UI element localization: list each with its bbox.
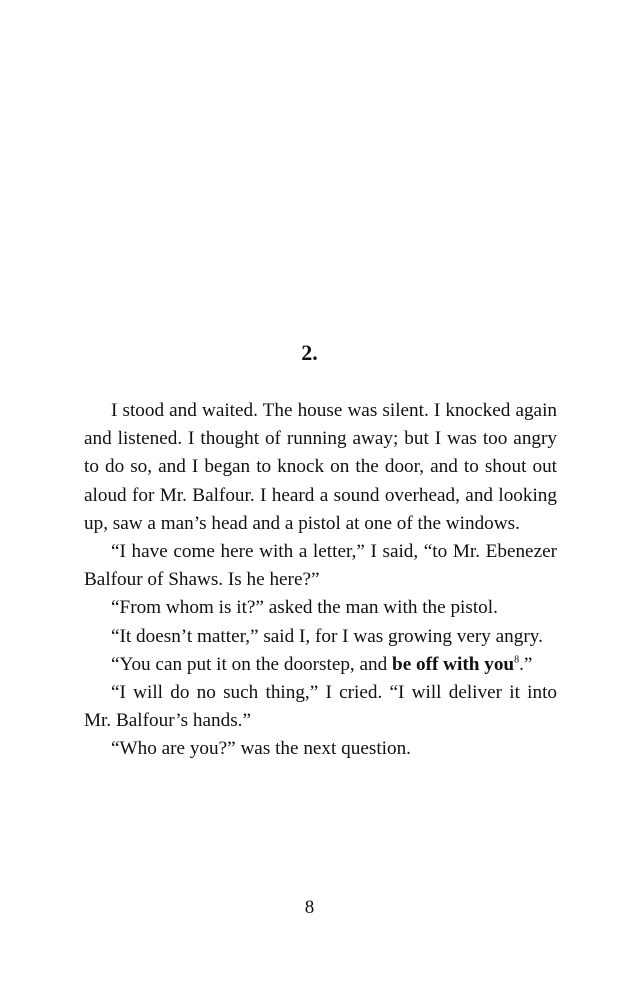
paragraph: I stood and waited. The house was silent. I knocked again and listened. I thought of running away; but I was too angry to do so, and I began to knock on the door, and to shout out aloud for Mr. Balfour. I heard a sound overhead, and looking up, saw a man’s head and a pistol at one of the windows. (84, 400, 557, 534)
paragraph: “Who are you?” was the next question. (111, 738, 411, 760)
footnote-marker[interactable]: 8 (514, 654, 520, 666)
paragraph: “I will do no such thing,” I cried. “I will deliver it into Mr. Balfour’s hands.” (84, 682, 557, 732)
body-text (84, 397, 557, 764)
paragraph-text: “You can put it on the doorstep, and (111, 653, 393, 675)
paragraph (84, 651, 557, 679)
paragraph: “I have come here with a letter,” I said, “to Mr. Ebenezer Balfour of Shaws. Is he here?” (84, 541, 557, 591)
glossary-phrase: be off with you (392, 653, 515, 675)
paragraph: “It doesn’t matter,” said I, for I was growing very angry. (111, 625, 543, 647)
page-number: 8 (304, 897, 315, 918)
chapter-heading: 2. (301, 340, 318, 365)
paragraph-text: .” (519, 653, 533, 675)
paragraph: “From whom is it?” asked the man with the pistol. (111, 597, 498, 619)
